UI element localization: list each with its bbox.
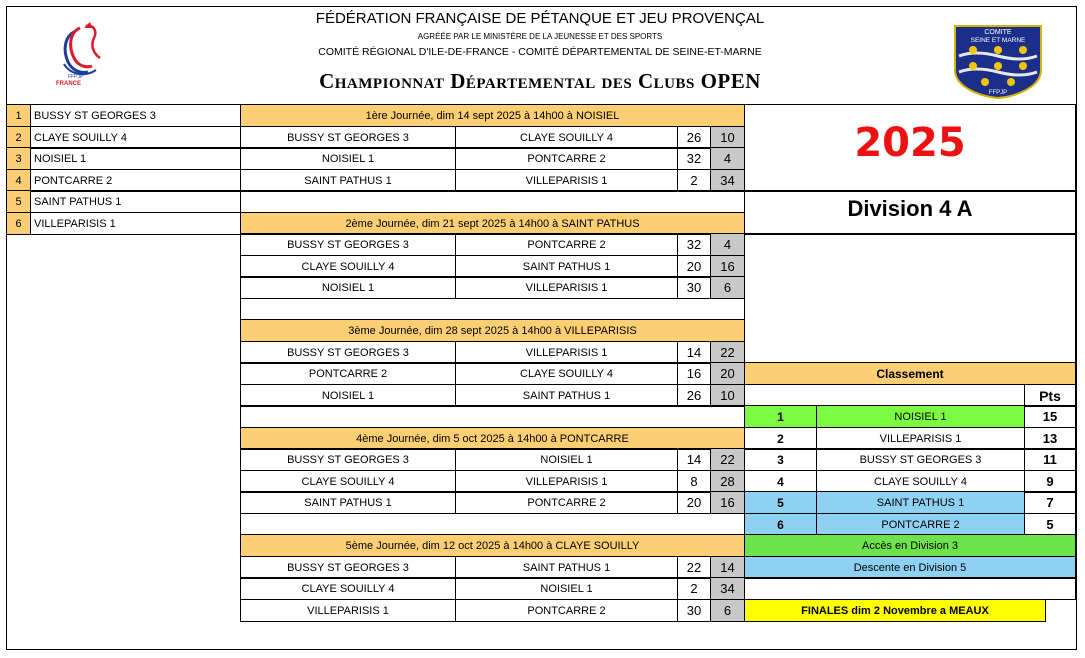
match-score-home: 2 [677,577,711,600]
match-home-team: SAINT PATHUS 1 [240,169,456,192]
svg-text:FFPJP: FFPJP [68,74,84,80]
match-score-home: 2 [677,169,711,192]
match-score-away: 28 [710,470,745,493]
match-score-away: 16 [710,491,745,514]
ranking-points: 5 [1024,513,1076,536]
match-score-home: 30 [677,276,711,299]
legend-spacer [744,577,1076,600]
round-spacer [240,405,745,428]
team-number: 3 [6,147,31,170]
team-number: 5 [6,190,31,213]
match-score-away: 22 [710,341,745,364]
team-name: BUSSY ST GEORGES 3 [30,104,241,127]
match-home-team: VILLEPARISIS 1 [240,599,456,622]
finals-banner: FINALES dim 2 Novembre a MEAUX [744,599,1046,622]
match-score-home: 20 [677,255,711,278]
match-score-away: 10 [710,126,745,149]
ranking-position: 2 [744,427,817,450]
round-spacer [240,190,745,213]
ranking-team: NOISIEL 1 [816,405,1025,428]
round-header: 3ème Journée, dim 28 sept 2025 à 14h00 à VILLEPARISIS [240,319,745,342]
match-home-team: BUSSY ST GEORGES 3 [240,341,456,364]
match-home-team: CLAYE SOUILLY 4 [240,255,456,278]
division-title: Division 4 A [847,196,973,221]
match-score-home: 26 [677,384,711,407]
team-name: PONTCARRE 2 [30,169,241,192]
match-score-away: 10 [710,384,745,407]
svg-text:FFPJP: FFPJP [988,90,1008,96]
ranking-points: 11 [1024,448,1076,471]
match-score-away: 22 [710,448,745,471]
svg-text:SEINE ET MARNE: SEINE ET MARNE [970,37,1026,44]
committee-name: COMITÉ RÉGIONAL D'ILE-DE-FRANCE - COMITÉ DÉPARTEMENTAL DE SEINE-ET-MARNE [318,46,762,58]
ranking-team: BUSSY ST GEORGES 3 [816,448,1025,471]
match-score-home: 30 [677,599,711,622]
match-score-home: 32 [677,233,711,256]
match-score-home: 26 [677,126,711,149]
page-title: Championnat Départemental des Clubs OPEN [319,69,761,93]
match-score-home: 14 [677,448,711,471]
team-number: 2 [6,126,31,149]
match-score-home: 20 [677,491,711,514]
team-name: VILLEPARISIS 1 [30,212,241,235]
comite-seine-et-marne-crest [953,24,1043,100]
match-home-team: BUSSY ST GEORGES 3 [240,233,456,256]
ranking-points: 13 [1024,427,1076,450]
ranking-points: 7 [1024,491,1076,514]
ranking-position: 3 [744,448,817,471]
match-home-team: NOISIEL 1 [240,276,456,299]
ranking-pts-header: Pts [1024,384,1076,407]
ranking-position: 4 [744,470,817,493]
ranking-position: 5 [744,491,817,514]
team-name: CLAYE SOUILLY 4 [30,126,241,149]
match-home-team: BUSSY ST GEORGES 3 [240,126,456,149]
match-score-home: 32 [677,147,711,170]
ranking-header-blank [744,384,1025,407]
match-away-team: VILLEPARISIS 1 [455,169,678,192]
ranking-position: 6 [744,513,817,536]
match-home-team: BUSSY ST GEORGES 3 [240,556,456,579]
round-header: 5ème Journée, dim 12 oct 2025 à 14h00 à CLAYE SOUILLY [240,534,745,557]
match-away-team: SAINT PATHUS 1 [455,556,678,579]
match-away-team: CLAYE SOUILLY 4 [455,362,678,385]
match-score-away: 14 [710,556,745,579]
match-away-team: VILLEPARISIS 1 [455,276,678,299]
round-header: 4ème Journée, dim 5 oct 2025 à 14h00 à PONTCARRE [240,427,745,450]
match-away-team: CLAYE SOUILLY 4 [455,126,678,149]
match-home-team: NOISIEL 1 [240,384,456,407]
federation-name: FÉDÉRATION FRANÇAISE DE PÉTANQUE ET JEU PROVENÇAL [315,10,765,27]
round-header: 2ème Journée, dim 21 sept 2025 à 14h00 à SAINT PATHUS [240,212,745,235]
match-score-away: 34 [710,577,745,600]
ranking-position: 1 [744,405,817,428]
match-score-away: 6 [710,276,745,299]
svg-text:COMITE: COMITE [984,29,1012,36]
match-score-away: 34 [710,169,745,192]
match-score-home: 8 [677,470,711,493]
round-spacer [240,513,745,536]
match-home-team: CLAYE SOUILLY 4 [240,577,456,600]
match-away-team: VILLEPARISIS 1 [455,341,678,364]
ffpjp-rooster-logo [44,18,114,88]
team-number: 6 [6,212,31,235]
ranking-team: SAINT PATHUS 1 [816,491,1025,514]
info-box [744,233,1076,363]
promotion-legend: Accès en Division 3 [744,534,1076,557]
match-away-team: NOISIEL 1 [455,448,678,471]
match-away-team: SAINT PATHUS 1 [455,255,678,278]
match-home-team: NOISIEL 1 [240,147,456,170]
match-score-away: 6 [710,599,745,622]
team-name: NOISIEL 1 [30,147,241,170]
season-year: 2025 [854,120,966,166]
match-score-home: 22 [677,556,711,579]
ranking-points: 9 [1024,470,1076,493]
match-home-team: CLAYE SOUILLY 4 [240,470,456,493]
match-away-team: PONTCARRE 2 [455,147,678,170]
match-away-team: VILLEPARISIS 1 [455,470,678,493]
team-name: SAINT PATHUS 1 [30,190,241,213]
ranking-title: Classement [744,362,1076,385]
round-header: 1ère Journée, dim 14 sept 2025 à 14h00 à NOISIEL [240,104,745,127]
round-spacer [240,298,745,321]
match-home-team: SAINT PATHUS 1 [240,491,456,514]
match-away-team: NOISIEL 1 [455,577,678,600]
match-away-team: PONTCARRE 2 [455,233,678,256]
svg-text:FRANCE: FRANCE [56,81,81,87]
match-score-away: 4 [710,147,745,170]
team-number: 1 [6,104,31,127]
match-home-team: PONTCARRE 2 [240,362,456,385]
match-home-team: BUSSY ST GEORGES 3 [240,448,456,471]
ranking-points: 15 [1024,405,1076,428]
ranking-team: CLAYE SOUILLY 4 [816,470,1025,493]
team-number: 4 [6,169,31,192]
match-score-home: 16 [677,362,711,385]
match-score-away: 20 [710,362,745,385]
match-score-away: 16 [710,255,745,278]
match-away-team: PONTCARRE 2 [455,599,678,622]
ranking-team: PONTCARRE 2 [816,513,1025,536]
ministry-agreement: AGRÉÉE PAR LE MINISTÈRE DE LA JEUNESSE ET DES SPORTS [417,32,663,41]
match-away-team: PONTCARRE 2 [455,491,678,514]
match-score-away: 4 [710,233,745,256]
match-score-home: 14 [677,341,711,364]
ranking-team: VILLEPARISIS 1 [816,427,1025,450]
match-away-team: SAINT PATHUS 1 [455,384,678,407]
relegation-legend: Descente en Division 5 [744,556,1076,579]
